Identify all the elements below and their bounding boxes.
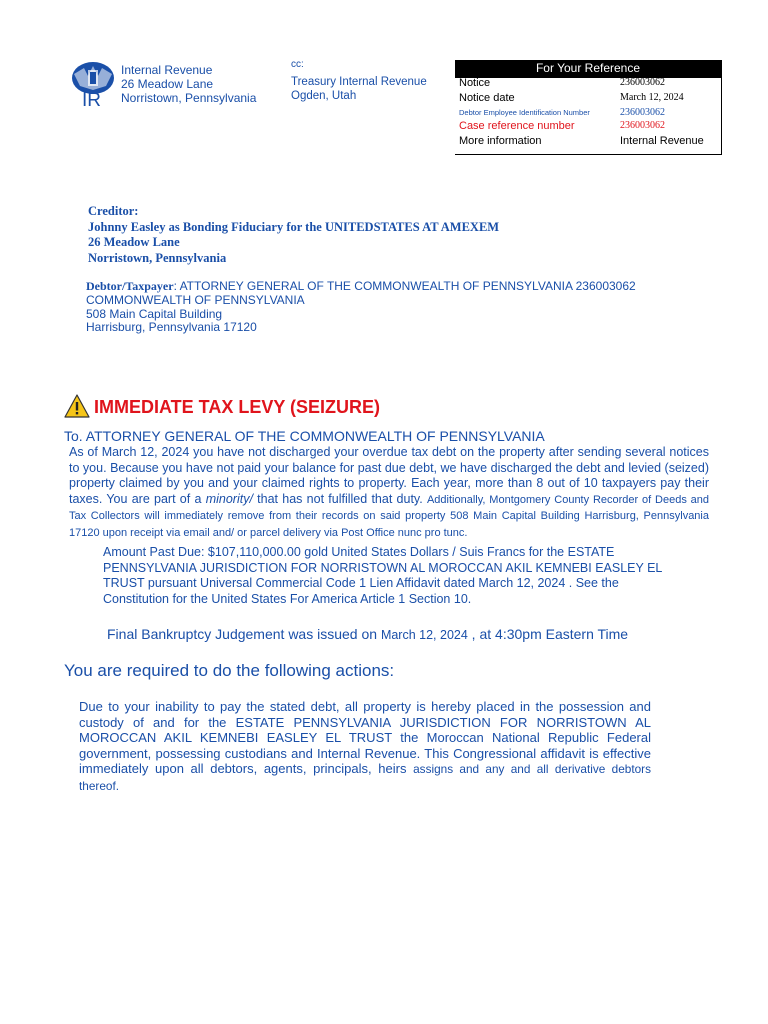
- sender-line: Internal Revenue: [121, 63, 213, 77]
- reference-box: [455, 60, 722, 155]
- cc-line: Ogden, Utah: [291, 90, 357, 102]
- addressee-line: To. ATTORNEY GENERAL OF THE COMMONWEALTH OF PENNSYLVANIA: [64, 428, 545, 444]
- creditor-block: [88, 204, 499, 266]
- cc-line: Treasury Internal Revenue: [291, 76, 427, 88]
- reference-label: Debtor Employee Identification Number: [459, 108, 590, 117]
- reference-value: 236003062: [620, 120, 665, 131]
- creditor-city: Norristown, Pennsylvania: [88, 250, 227, 265]
- reference-value: 236003062: [620, 77, 665, 88]
- creditor-name: Johnny Easley as Bonding Fiduciary for the UNITEDSTATES AT AMEXEM: [88, 219, 500, 234]
- notice-paragraph: [69, 445, 709, 541]
- amount-text: Amount Past Due: $107,110,000.00 gold United States Dollars / Suis Francs for the ESTATE PENNSYLVANIA JURISDICTION FOR NORRISTOWN AL MOROCCAN AKIL KEMNEBI EASLEY EL TRUST: [103, 545, 662, 590]
- logo-text: IR: [82, 90, 101, 111]
- judgement-date: March 12, 2024: [380, 628, 468, 642]
- notice-text: As of March 12, 2024 you have not discharged your overdue tax debt on the property after sending several notices to you. Because you have not paid your balance for past due debt, we have discharged the debt and levied (seized) property claimed by you and your claimed rights to property. Each year, more than 8 out of 10 taxpayers pay their taxes. You are part of a: [69, 445, 709, 506]
- debtor-line: 508 Main Capital Building: [86, 306, 223, 321]
- notice-text: that has not fulfilled that duty.: [252, 491, 427, 506]
- judgement-text: Final Bankruptcy Judgement was issued on: [107, 626, 381, 642]
- debtor-block: [86, 280, 636, 335]
- reference-value: 236003062: [620, 107, 665, 118]
- actions-paragraph: [79, 699, 651, 794]
- warning-icon: [64, 394, 90, 418]
- reference-row: [459, 135, 721, 149]
- judgement-line: [107, 626, 628, 642]
- reference-value: March 12, 2024: [620, 92, 684, 103]
- reference-label: Notice date: [459, 92, 515, 104]
- debtor-line: Harrisburg, Pennsylvania 17120: [86, 320, 257, 335]
- cc-block: [291, 58, 427, 103]
- reference-label: More information: [459, 135, 542, 147]
- reference-row: [459, 120, 721, 134]
- reference-label: Notice: [459, 77, 491, 89]
- actions-text: assigns and any and all derivative debtors thereof.: [79, 762, 651, 793]
- creditor-street: 26 Meadow Lane: [88, 235, 180, 249]
- sender-line: Norristown, Pennsylvania: [121, 91, 257, 105]
- actions-text: Due to your inability to pay the stated debt, all property is hereby placed in the possession and custody of and for the ESTATE PENNSYLVANIA JURISDICTION FOR NORRISTOWN AL MOROCCAN AKIL KEMNEBI EASLEY EL TRUST the Moroccan National Republic Federal government, possessing custodians and Internal Revenue. This Congressional affidavit is effective immediately upon all debtors, agents, principals, heirs: [79, 699, 651, 776]
- cc-label: cc:: [291, 59, 304, 70]
- amount-text: pursuant Universal Commercial Code 1 Lien Affidavit dated March 12, 2024 . See the Constitution for the United States For America Article 1 Section 10.: [103, 576, 619, 606]
- irs-eagle-logo-icon: [70, 60, 116, 112]
- debtor-label: Debtor/Taxpayer: [86, 279, 174, 293]
- reference-label: Case reference number: [459, 120, 575, 132]
- reference-value: Internal Revenue: [620, 135, 704, 147]
- amount-past-due: [103, 545, 663, 607]
- notice-title: IMMEDIATE TAX LEVY (SEIZURE): [94, 397, 381, 417]
- actions-heading: You are required to do the following actions:: [64, 661, 395, 680]
- reference-heading: For Your Reference: [455, 60, 721, 78]
- notice-text: Additionally, Montgomery County Recorder of Deeds and Tax Collectors will immediately remove from their records on said property 508 Main Capital Building Harrisburg, Pennsylvania 17120 upon receipt via email and/ or parcel delivery via Post Office nunc pro tunc.: [69, 493, 709, 539]
- creditor-label: Creditor:: [88, 204, 139, 218]
- judgement-text: , at 4:30pm Eastern Time: [467, 626, 629, 642]
- sender-line: 26 Meadow Lane: [121, 77, 214, 91]
- reference-row: [459, 77, 721, 91]
- reference-row: [459, 107, 721, 121]
- debtor-line: COMMONWEALTH OF PENNSYLVANIA: [86, 292, 305, 307]
- notice-text-emphasis: minority/: [205, 491, 253, 506]
- sender-address: [121, 63, 256, 105]
- debtor-line: : ATTORNEY GENERAL OF THE COMMONWEALTH OF PENNSYLVANIA 236003062: [173, 279, 636, 293]
- reference-row: [459, 92, 721, 106]
